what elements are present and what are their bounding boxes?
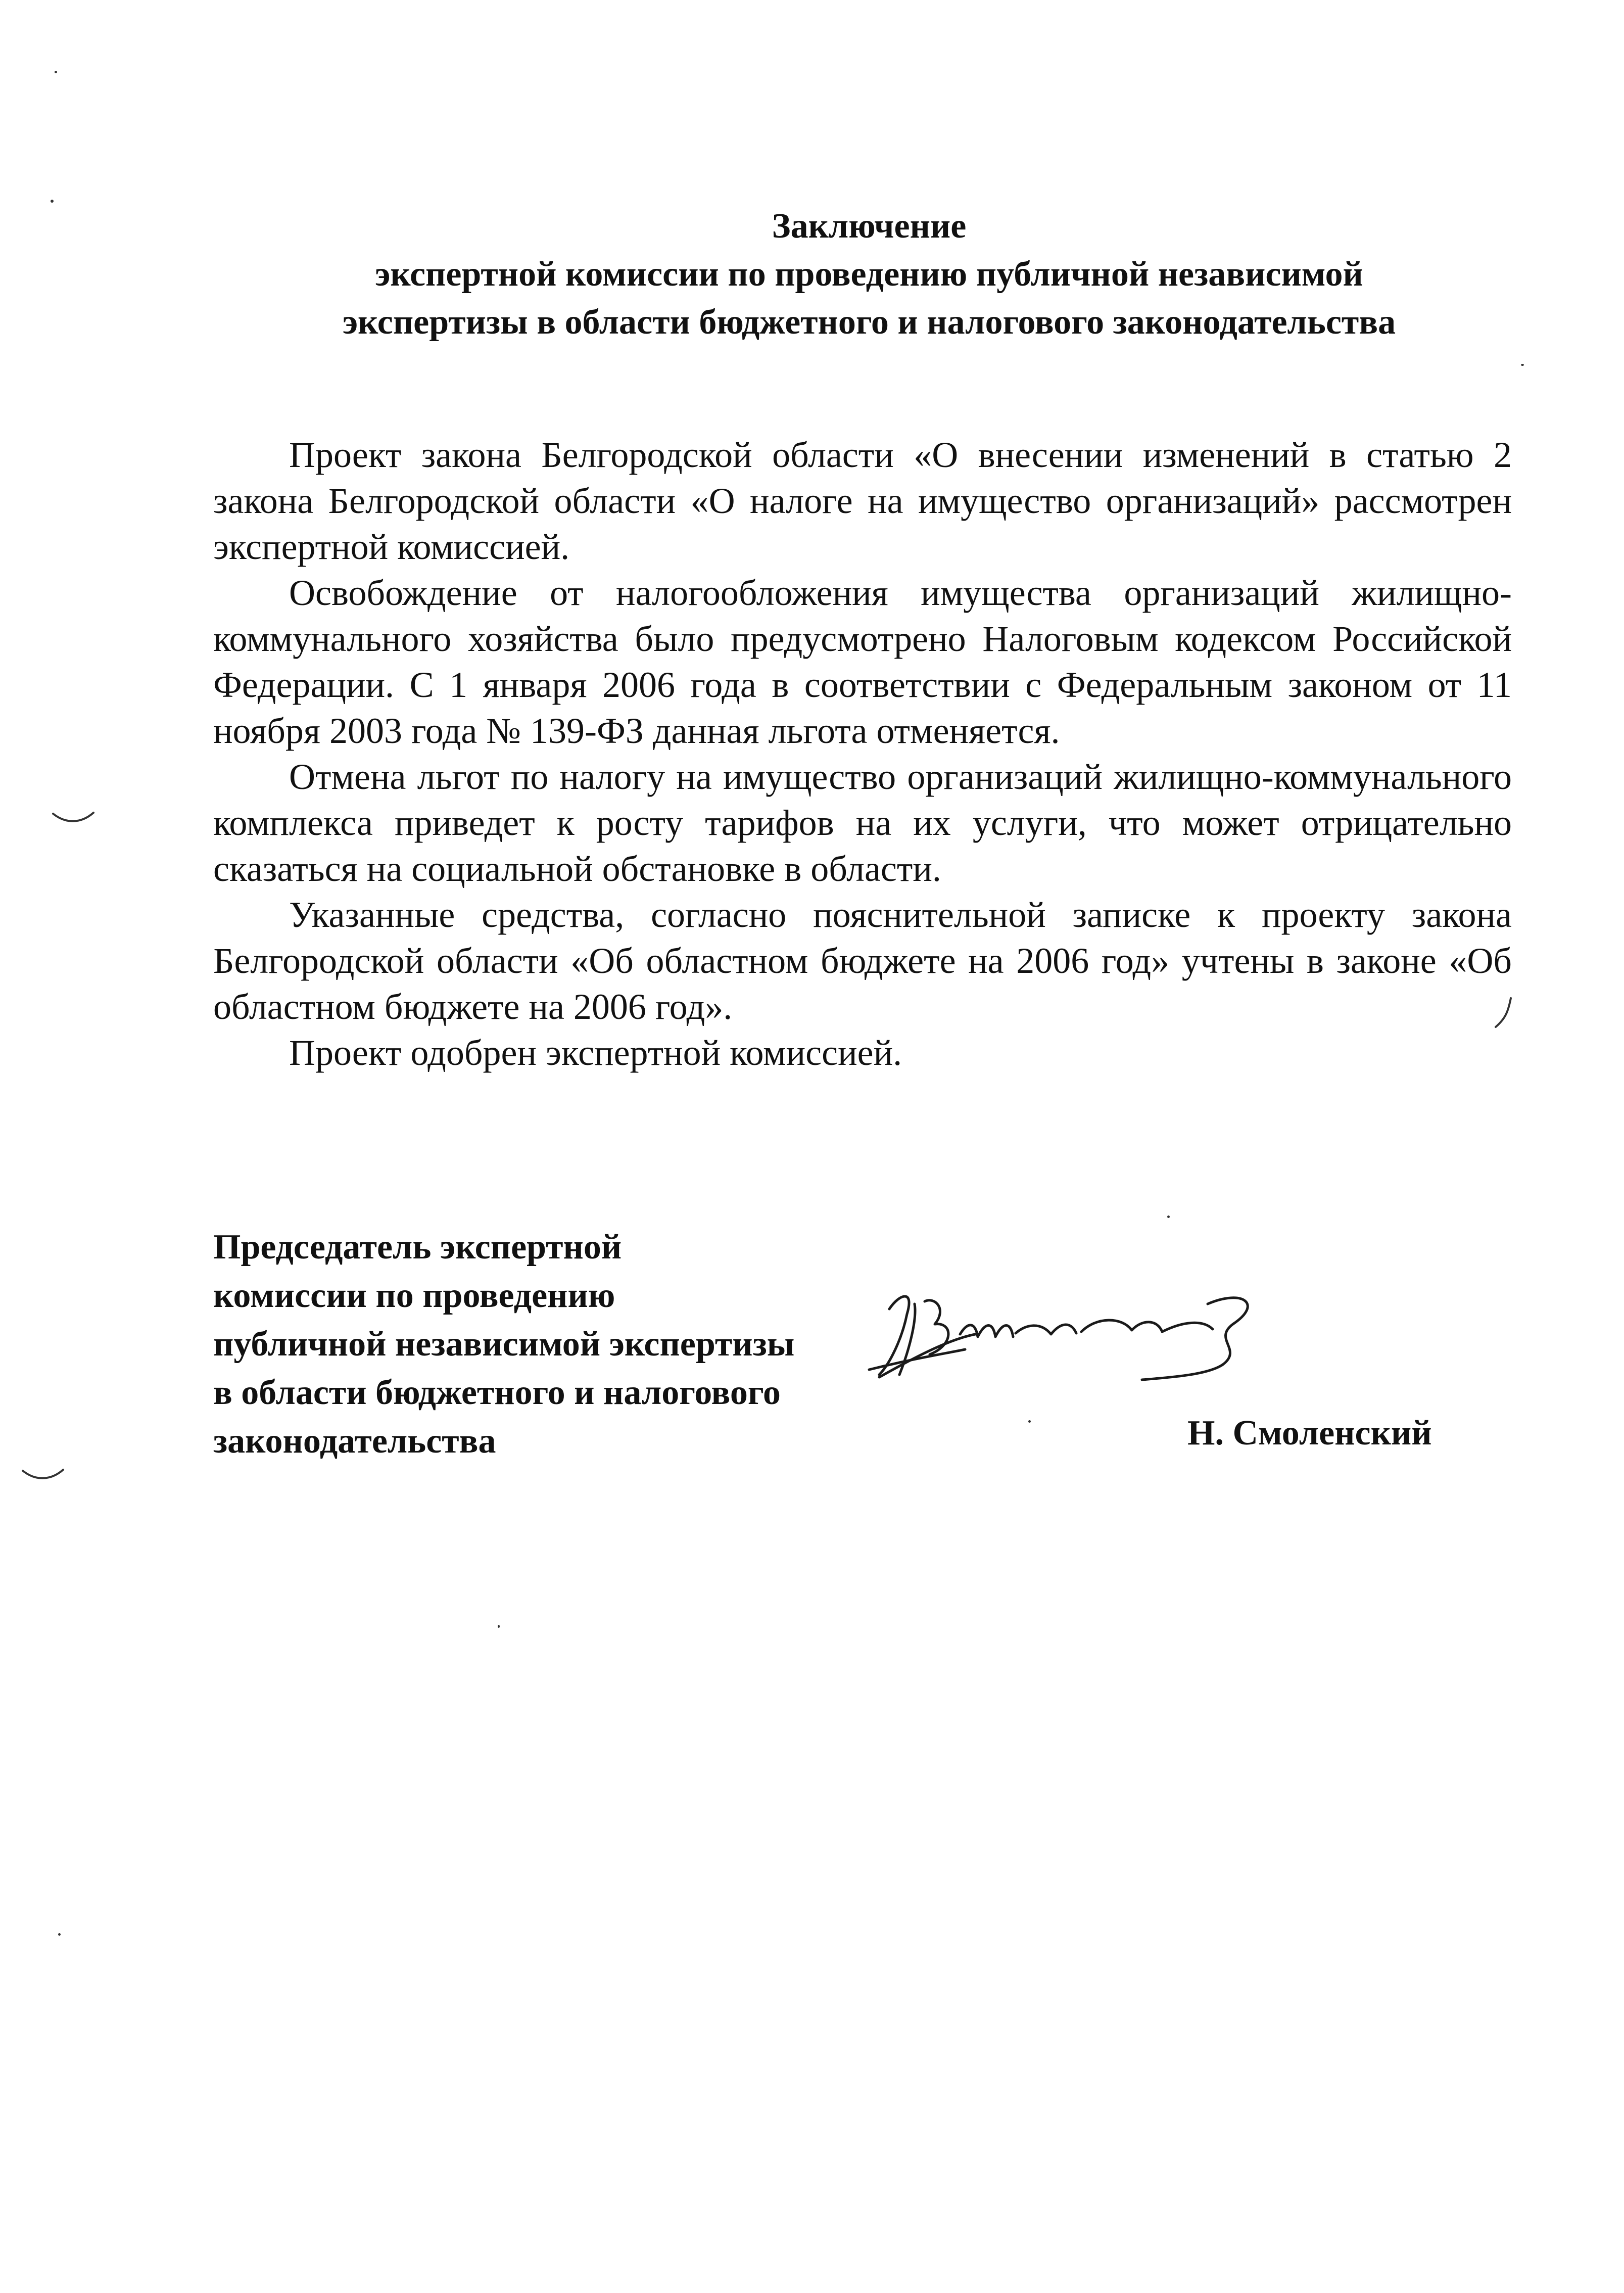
scan-speck xyxy=(498,1625,500,1628)
scan-mark xyxy=(51,809,96,829)
paragraph-5: Проект одобрен экспертной комиссией. xyxy=(289,1033,902,1073)
scan-speck xyxy=(55,71,57,73)
signer-position xyxy=(213,1223,794,1466)
title-line-3: экспертизы в области бюджетного и налогового законодательства xyxy=(342,303,1396,342)
signer-position-line-3: публичной независимой экспертизы xyxy=(213,1325,795,1364)
document-title xyxy=(212,202,1526,346)
signer-position-line-5: законодательства xyxy=(213,1422,496,1461)
title-line-2: экспертной комиссии по проведению публичной независимой xyxy=(375,255,1363,294)
paragraph-4: Указанные средства, согласно пояснительной записке к проекту закона Белгородской области «Об областном бюджете на 2006 год» учтены в законе «Об областном бюджете на 2006 год». xyxy=(213,895,1512,1027)
handwritten-signature xyxy=(859,1274,1314,1425)
title-line-1: Заключение xyxy=(772,207,967,246)
scan-speck xyxy=(1167,1215,1170,1218)
scan-speck xyxy=(1521,364,1524,366)
paragraph-1: Проект закона Белгородской области «О внесении изменений в статью 2 закона Белгородской области «О налоге на имущество организаций» рассмотрен экспертной комиссией. xyxy=(213,435,1512,567)
signer-name: Н. Смоленский xyxy=(1187,1414,1432,1453)
scan-speck xyxy=(51,200,54,203)
signer-position-line-1: Председатель экспертной xyxy=(213,1228,622,1267)
paragraph-3: Отмена льгот по налогу на имущество организаций жилищно-коммунального комплекса приведет к росту тарифов на их услуги, что может отрицательно сказаться на социальной обстановке в области. xyxy=(213,757,1512,889)
scan-mark xyxy=(20,1466,66,1486)
scan-speck xyxy=(1028,1420,1031,1423)
scan-mark xyxy=(1491,996,1516,1031)
signer-position-line-2: комиссии по проведению xyxy=(213,1276,615,1315)
signer-position-line-4: в области бюджетного и налогового xyxy=(213,1373,781,1412)
scan-speck xyxy=(58,1933,61,1936)
document-body xyxy=(213,432,1512,1076)
paragraph-2: Освобождение от налогообложения имущества организаций жилищно-коммунального хозяйства было предусмотрено Налоговым кодексом Российской Федерации. С 1 января 2006 года в соответствии с Федеральным законом от 11 ноября 2003 года № 139-ФЗ данная льгота отменяется. xyxy=(213,573,1512,751)
